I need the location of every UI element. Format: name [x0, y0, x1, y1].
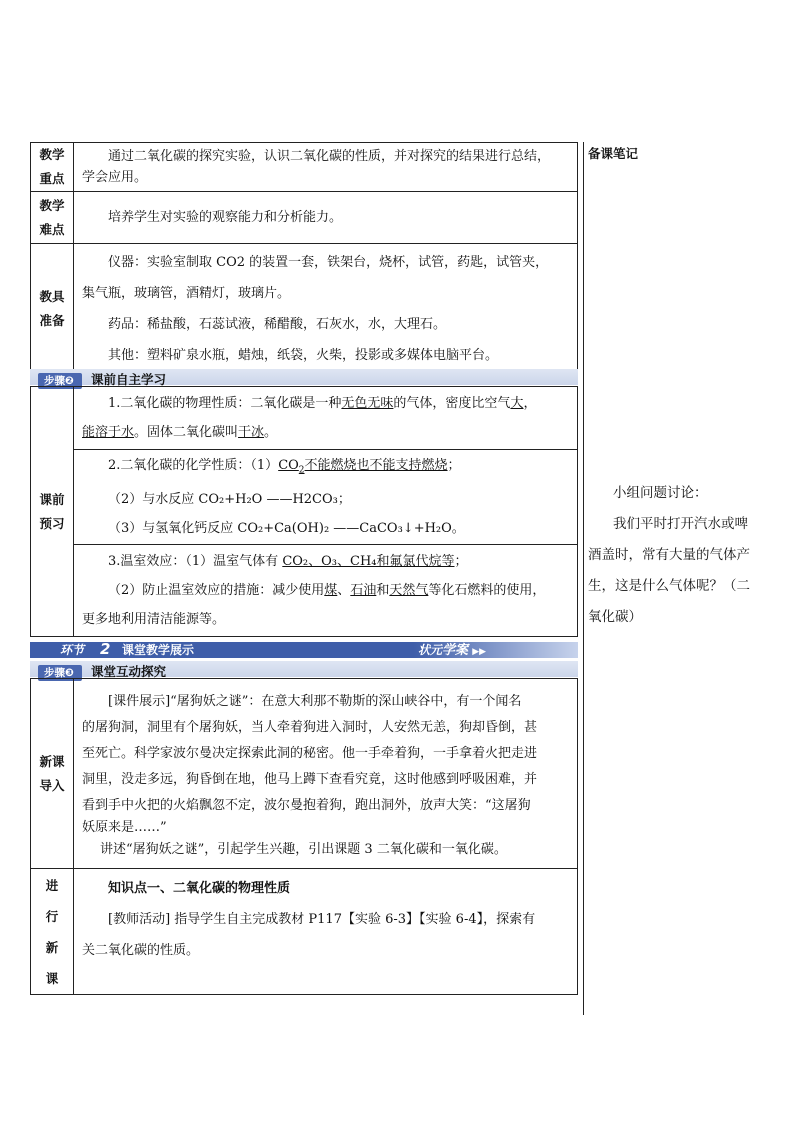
side-notes-title: 备课笔记	[588, 146, 639, 161]
section2-title: 课堂教学展示	[122, 643, 195, 657]
key-points-text-2: 学会应用。	[82, 170, 148, 185]
preview-greenhouse	[74, 545, 578, 637]
equipment-line: 仪器：实验室制取 CO2 的装置一套，铁架台，烧杯，试管，药匙，试管夹，	[108, 254, 549, 270]
intro-line: 洞里，没走多远，狗昏倒在地，他马上蹲下查看究竟，这时他感到呼吸困难，并	[82, 772, 538, 787]
key-points-content	[74, 143, 578, 192]
header-table	[30, 142, 578, 374]
greenhouse-line-2: （2）防止温室效应的措施：减少使用煤、石油和天然气等化石燃料的使用，	[108, 583, 546, 598]
knowledge-heading: 知识点一、二氧化碳的物理性质	[108, 881, 291, 896]
intro-line: 看到手中火把的火焰飘忽不定，波尔曼抱着狗，跑出洞外，放声大笑：“这屠狗	[82, 798, 531, 813]
side-discussion-line: 酒盖时，常有大量的气体产	[588, 547, 750, 563]
intro-row	[31, 679, 578, 869]
equipment-line: 其他：塑料矿泉水瓶，蜡烛，纸袋，火柴，投影或多媒体电脑平台。	[108, 347, 499, 363]
side-discussion-line: 生，这是什么气体呢？（二	[588, 578, 750, 594]
preview-greenhouse-row	[31, 545, 578, 637]
equipment-label-cell	[31, 244, 74, 374]
section2-prefix: 环节	[60, 643, 85, 657]
step3-title: 课堂互动探究	[90, 664, 166, 679]
step3-badge: 步骤❸	[38, 665, 82, 681]
chemical-line-1: 2.二氧化碳的化学性质：$(1)CO_2$不能燃烧也不能支持燃烧；	[108, 457, 461, 476]
step2-bar	[30, 369, 578, 385]
key-points-label-cell	[31, 143, 74, 192]
difficulties-label: 教学 难点	[39, 197, 65, 237]
section2-bar	[30, 642, 578, 658]
difficulties-row	[31, 192, 578, 244]
side-discussion-heading: 小组问题讨论：	[613, 485, 708, 501]
equipment-line: 集气瓶，玻璃管，酒精灯，玻璃片。	[82, 285, 291, 301]
greenhouse-line-1: 3.温室效应：（1）温室气体有 CO₂、O₃、CH₄和氟氯代烷等；	[108, 554, 468, 569]
side-discussion-line: 氧化碳）	[588, 609, 642, 625]
intro-line: 的屠狗洞，洞里有个屠狗妖，当人牵着狗进入洞时，人安然无恙，狗却昏倒，甚	[82, 720, 538, 735]
physical-line-2: 能溶于水。固体二氧化碳叫干冰。	[82, 425, 278, 440]
preview-label-cell	[31, 387, 74, 637]
new-lesson-label-cell	[31, 869, 74, 995]
preview-chemical-row	[31, 450, 578, 545]
physical-line-1: 1.二氧化碳的物理性质：二氧化碳是一种无色无味的气体，密度比空气大，	[108, 396, 537, 411]
chemical-line-3: （3）与氢氧化钙反应 CO₂+Ca(OH)₂ ——CaCO₃↓+H₂O。	[108, 521, 465, 537]
intro-line: 至死亡。科学家波尔曼决定探索此洞的秘密。他一手牵着狗，一手拿着火把走进	[82, 746, 538, 761]
intro-line: 妖原来是……”	[82, 820, 167, 835]
side-divider	[583, 142, 584, 1015]
step3-bar	[30, 661, 578, 677]
key-points-label: 教学 重点	[39, 147, 65, 186]
new-lesson-line: [教师活动] 指导学生自主完成教材 P117【实验 6-3】【实验 6-4】，探索有	[108, 912, 536, 927]
preview-physical-row	[31, 387, 578, 450]
new-lesson-line: 关二氧化碳的性质。	[82, 943, 200, 958]
difficulties-text: 培养学生对实验的观察能力和分析能力。	[108, 209, 343, 225]
preview-label: 课前 预习	[39, 491, 65, 531]
new-lesson-label: 进 行 新 课	[45, 877, 59, 986]
equipment-line: 药品：稀盐酸，石蕊试液，稀醋酸，石灰水，水，大理石。	[108, 316, 447, 332]
preview-physical	[74, 387, 578, 450]
difficulties-label-cell	[31, 192, 74, 244]
preview-table	[30, 386, 578, 637]
key-points-row	[31, 143, 578, 192]
step2-title: 课前自主学习	[90, 372, 166, 387]
double-arrow-icon: ▶▶	[472, 647, 487, 657]
equipment-label: 教具 准备	[39, 288, 65, 328]
section2-brand: 状元学案 ▶▶	[418, 643, 487, 658]
section2-number: 2	[100, 640, 111, 658]
step2-badge: 步骤❷	[38, 373, 82, 389]
intro-content	[74, 679, 578, 869]
lesson-table	[30, 678, 578, 995]
chemical-line-2: （2）与水反应 CO₂+H₂O ——H2CO₃；	[108, 492, 351, 508]
new-lesson-row	[31, 869, 578, 995]
new-lesson-content	[74, 869, 578, 995]
greenhouse-line-3: 更多地利用清洁能源等。	[82, 612, 226, 627]
key-points-text: 通过二氧化碳的探究实验，认识二氧化碳的性质，并对探究的结果进行总结，	[108, 149, 551, 164]
difficulties-content	[74, 192, 578, 244]
intro-line: [课件展示]“屠狗妖之谜”：在意大利那不勒斯的深山峡谷中，有一个闻名	[108, 694, 522, 709]
equipment-row	[31, 244, 578, 374]
preview-chemical	[74, 450, 578, 545]
intro-label-cell	[31, 679, 74, 869]
side-discussion-line: 我们平时打开汽水或啤	[613, 516, 748, 532]
equipment-content	[74, 244, 578, 374]
intro-label: 新课 导入	[39, 753, 65, 793]
intro-last-line: 讲述“屠狗妖之谜”，引起学生兴趣，引出课题 3 二氧化碳和一氧化碳。	[100, 842, 507, 857]
